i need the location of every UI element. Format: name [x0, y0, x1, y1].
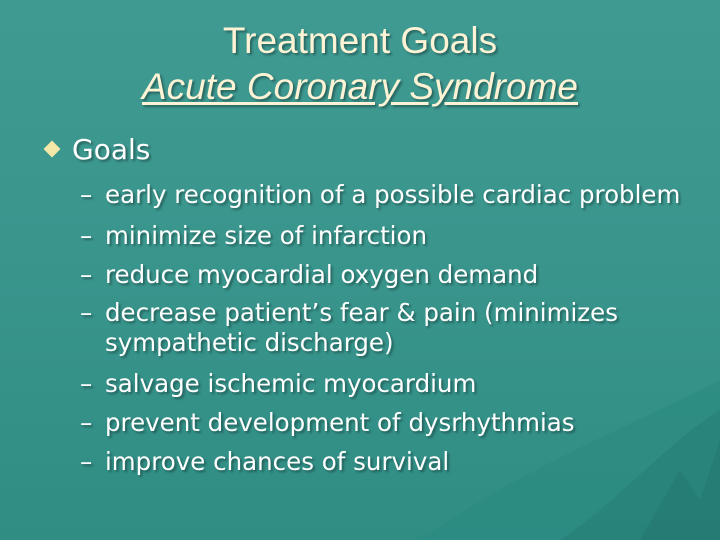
list-item — [80, 294, 710, 364]
list-item-text: prevent development of dysrhythmias — [105, 408, 575, 437]
dash-marker: – — [80, 369, 93, 398]
list-item-text: early recognition of a possible cardiac problem — [105, 180, 681, 209]
list-item — [80, 364, 710, 403]
goals-list — [80, 176, 710, 481]
list-item — [80, 442, 710, 481]
dash-marker: – — [80, 180, 93, 209]
title-line-2: Acute Coronary Syndrome — [142, 66, 578, 107]
list-item — [80, 255, 710, 294]
list-item-text: decrease patient’s fear & pain (minimizes sympathetic discharge) — [105, 298, 618, 357]
title-line-1: Treatment Goals — [222, 20, 498, 61]
goals-bullet — [46, 132, 150, 168]
dash-marker: – — [80, 260, 93, 289]
list-item-text: minimize size of infarction — [105, 221, 428, 250]
goals-label: Goals — [72, 133, 151, 166]
dash-marker: – — [80, 221, 93, 250]
list-item — [80, 403, 710, 442]
list-item-text: reduce myocardial oxygen demand — [105, 260, 539, 289]
list-item — [80, 176, 710, 216]
list-item — [80, 216, 710, 255]
dash-marker: – — [80, 447, 93, 476]
dash-marker: – — [80, 298, 93, 327]
list-item-text: salvage ischemic myocardium — [105, 369, 477, 398]
slide-title — [0, 18, 720, 110]
dash-marker: – — [80, 408, 93, 437]
diamond-bullet-icon — [44, 141, 61, 158]
list-item-text: improve chances of survival — [105, 447, 450, 476]
